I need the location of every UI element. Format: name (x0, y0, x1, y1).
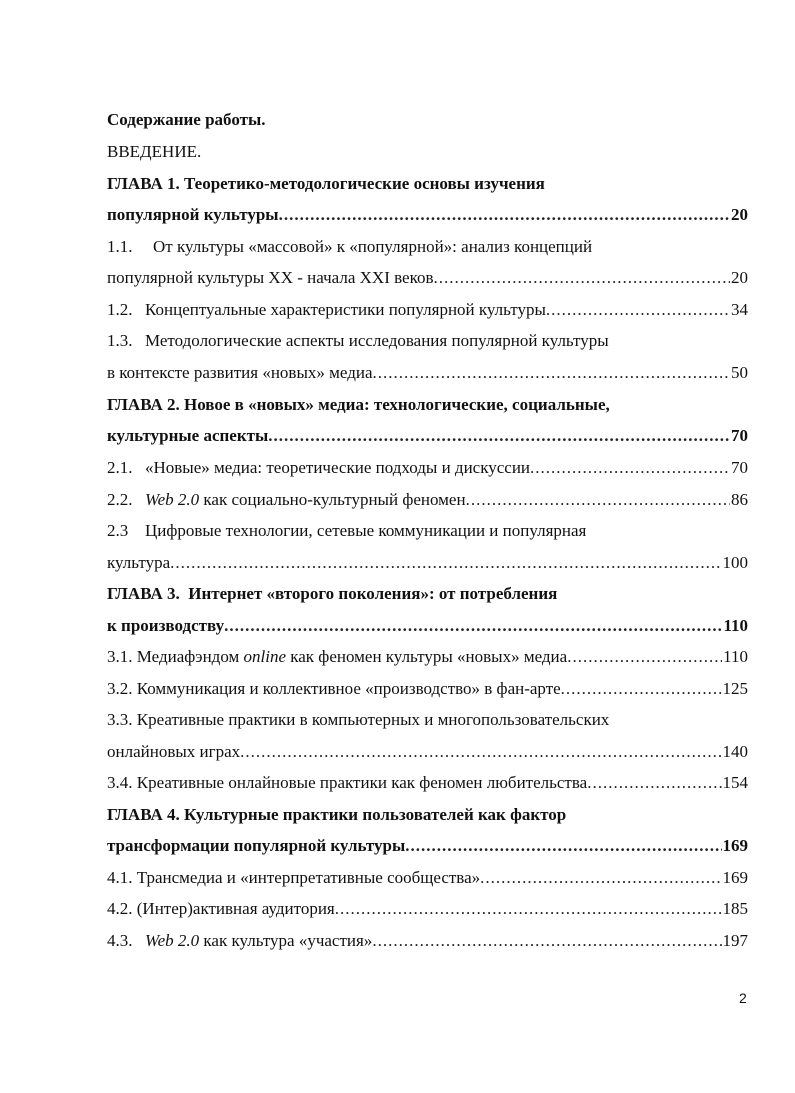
section-1-1-entry: популярной культуры XX - начала XXI веков ..... 20 (107, 266, 748, 290)
section-1-3-title: 1.3. Методологические аспекты исследования популярной культуры (107, 331, 609, 350)
section-1-2-entry: 1.2. Концептуальные характеристики популярной культуры ..... 34 (107, 298, 748, 322)
chapter-1-title: ГЛАВА 1. Теоретико-методологические основы изучения (107, 174, 545, 193)
chapter-2-title: ГЛАВА 2. Новое в «новых» медиа: технологические, социальные, (107, 395, 610, 414)
section-3-1-entry: 3.1. Медиафэндом online как феномен культуры «новых» медиа ..... 110 (107, 645, 748, 669)
toc-heading-text: Содержание работы. (107, 110, 266, 129)
toc-intro (107, 140, 201, 164)
leader-dots (567, 645, 722, 669)
leader-dots (373, 361, 730, 385)
section-2-2-entry: 2.2. Web 2.0 как социально-культурный феномен ..... 86 (107, 488, 748, 512)
leader-dots (405, 834, 721, 858)
leader-dots (240, 740, 721, 764)
leader-dots (480, 866, 721, 890)
chapter-4-title: ГЛАВА 4. Культурные практики пользователей как фактор (107, 805, 567, 824)
section-2-1-entry: 2.1. «Новые» медиа: теоретические подходы и дискуссии ..... 70 (107, 456, 748, 480)
chapter-3-entry: к производству ..... 110 (107, 614, 748, 638)
leader-dots (587, 771, 721, 795)
section-3-4-entry: 3.4. Креативные онлайновые практики как феномен любительства ..... 154 (107, 771, 748, 795)
toc-heading (107, 108, 265, 132)
section-2-3-title: 2.3 Цифровые технологии, сетевые коммуникации и популярная (107, 521, 587, 540)
section-3-2-entry: 3.2. Коммуникация и коллективное «производство» в фан-арте ..... 125 (107, 677, 748, 701)
section-4-1-entry: 4.1. Трансмедиа и «интерпретативные сообщества» ..... 169 (107, 866, 748, 890)
toc-intro-text: ВВЕДЕНИЕ. (107, 142, 202, 161)
leader-dots (372, 929, 721, 953)
leader-dots (530, 456, 730, 480)
leader-dots (224, 614, 722, 638)
leader-dots (466, 488, 730, 512)
leader-dots (546, 298, 730, 322)
section-3-3-entry: онлайновых играх ..... 140 (107, 740, 748, 764)
leader-dots (268, 424, 730, 448)
leader-dots (561, 677, 722, 701)
leader-dots (434, 266, 731, 290)
chapter-2-entry: культурные аспекты ..... 70 (107, 424, 748, 448)
chapter-4-entry: трансформации популярной культуры ..... 169 (107, 834, 748, 858)
section-3-3-title: 3.3. Креативные практики в компьютерных и многопользовательских (107, 710, 610, 729)
chapter-3-title: ГЛАВА 3. Интернет «второго поколения»: от потребления (107, 584, 558, 603)
section-1-3-entry: в контексте развития «новых» медиа ..... 50 (107, 361, 748, 385)
leader-dots (335, 897, 722, 921)
page-number: 2 (739, 990, 747, 1006)
section-2-3-entry: культура ..... 100 (107, 551, 748, 575)
section-4-2-entry: 4.2. (Интер)активная аудитория ..... 185 (107, 897, 748, 921)
leader-dots (170, 551, 721, 575)
section-1-1-title: 1.1. От культуры «массовой» к «популярной»: анализ концепций (107, 237, 593, 256)
leader-dots (279, 203, 730, 227)
chapter-1-page: 20 (731, 205, 748, 224)
chapter-1-entry: популярной культуры ..... 20 (107, 203, 748, 227)
section-4-3-entry: 4.3. Web 2.0 как культура «участия» ..... 197 (107, 929, 748, 953)
